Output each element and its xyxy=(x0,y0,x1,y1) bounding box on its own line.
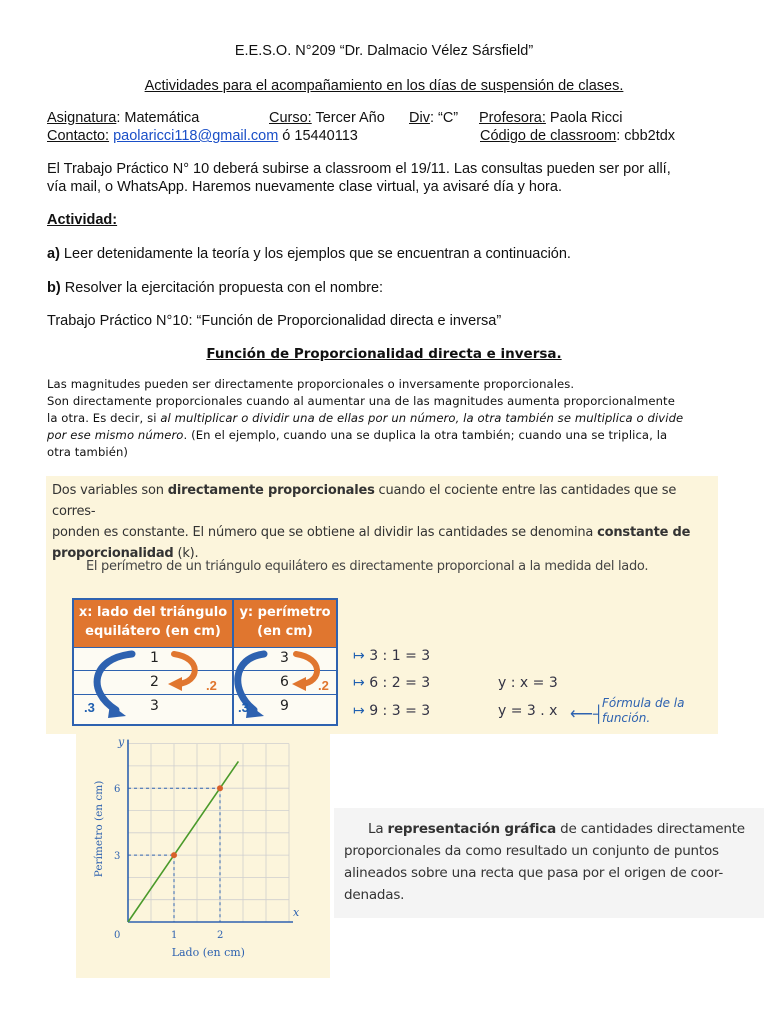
theory-p1: Las magnitudes pueden ser directamente proporcionales o inversamente proporcionales. xyxy=(47,377,575,391)
origin-label: 0 xyxy=(114,930,121,941)
graph-explanation xyxy=(334,808,764,918)
definition xyxy=(52,480,712,564)
col-x-header xyxy=(74,600,232,647)
ratio-text: 3 : 1 = 3 xyxy=(369,648,431,664)
x-value: 2 xyxy=(150,674,159,690)
graph-text-line-2: proporcionales da como resultado un conjunto de puntos xyxy=(344,843,719,859)
maps-to-icon: ↦ xyxy=(353,648,365,664)
graph-panel xyxy=(76,734,330,978)
def-text-1: Dos variables son xyxy=(52,483,168,498)
y-value: 3 xyxy=(280,650,289,666)
school-name: E.E.S.O. N°209 “Dr. Dalmacio Vélez Sársfield” xyxy=(234,43,534,59)
theory-p2d: otra también) xyxy=(47,445,129,459)
subject-label: Asignatura xyxy=(47,110,117,126)
y-value: 6 xyxy=(280,674,289,690)
activity-a xyxy=(47,246,571,262)
div-value: : “C” xyxy=(429,110,459,126)
activities-title: Actividades para el acompañamiento en los días de suspensión de clases. xyxy=(144,78,624,94)
activity-b-text: Resolver la ejercitación propuesta con el nombre: xyxy=(60,280,384,296)
data-point xyxy=(171,852,177,858)
contact-label: Contacto: xyxy=(47,128,110,144)
course-value: Tercer Año xyxy=(311,110,385,126)
data-point xyxy=(217,785,223,791)
graph-text-line-3: alineados sobre una recta que pasa por el origen de coor- xyxy=(344,865,724,881)
division xyxy=(409,110,458,126)
col-y-header xyxy=(234,600,336,647)
intro-line-2: vía mail, o WhatsApp. Haremos nuevamente clase virtual, ya avisaré día y hora. xyxy=(47,179,562,195)
y-tick-label: 6 xyxy=(114,784,121,796)
theory-p2b-italic: al multiplicar o dividir una de ellas por un número, la otra también se multiplica o divide xyxy=(160,411,684,425)
blue-arrow-x xyxy=(97,654,132,710)
col-x-line1: x: lado del triángulo xyxy=(78,605,228,620)
def-bold-2: constante de xyxy=(597,525,691,540)
mult-x-2: .2 xyxy=(206,678,217,693)
y-axis-name: y xyxy=(118,735,125,749)
graph-explanation-text xyxy=(344,818,756,906)
classroom-code xyxy=(480,128,675,144)
classroom-value: : cbb2tdx xyxy=(616,128,676,144)
x-tick-label: 1 xyxy=(171,930,178,941)
activity-b xyxy=(47,280,383,296)
teacher-value: Paola Ricci xyxy=(545,110,623,126)
def-line-1 xyxy=(52,480,712,522)
col-y-line1: y: perímetro xyxy=(239,605,331,620)
formula-function: y = 3 . x xyxy=(498,703,558,719)
ratio-text: 9 : 3 = 3 xyxy=(369,703,431,719)
x-value: 1 xyxy=(150,650,159,666)
theory-text xyxy=(47,376,747,461)
textbook-box xyxy=(46,476,718,734)
theory-p2c-italic: por ese mismo número xyxy=(47,428,184,442)
col-y-line2: (en cm) xyxy=(257,624,313,639)
multiplier-arrows xyxy=(74,646,336,724)
theory-p2c-normal: . (En el ejemplo, cuando una se duplica la otra también; cuando una se triplica, la xyxy=(183,428,668,442)
subject-value: : Matemática xyxy=(116,110,200,126)
maps-to-icon: ↦ xyxy=(353,703,365,719)
orange-arrowhead-y xyxy=(292,677,306,691)
subject xyxy=(47,110,199,126)
example-statement: El perímetro de un triángulo equilátero es directamente proporcional a la medida del lado. xyxy=(86,559,649,574)
def-bold-1: directamente proporcionales xyxy=(167,483,375,498)
course xyxy=(269,110,385,126)
def-line-2 xyxy=(52,522,712,543)
email-link[interactable]: paolaricci118@gmail.com xyxy=(113,128,279,144)
x-axis-name: x xyxy=(293,906,300,919)
def-text-3: ponden es constante. El número que se obtiene al dividir las cantidades se denomina xyxy=(52,525,598,540)
activity-heading: Actividad: xyxy=(47,212,118,228)
teacher xyxy=(479,110,622,126)
theory-p2b-normal: la otra. Es decir, si xyxy=(47,411,161,425)
formula-note-2: función. xyxy=(602,711,651,725)
graph-text-line-1 xyxy=(344,818,756,840)
activity-a-label: a) xyxy=(47,246,60,262)
ratio-text: 6 : 2 = 3 xyxy=(369,675,431,691)
y-tick-label: 3 xyxy=(114,851,121,863)
def-bold-3: proporcionalidad xyxy=(52,546,174,561)
tp-name: Trabajo Práctico N°10: “Función de Proporcionalidad directa e inversa” xyxy=(47,313,502,329)
classroom-label: Código de classroom xyxy=(480,128,617,144)
orange-arrow-y xyxy=(296,654,317,684)
mult-x-3: .3 xyxy=(84,700,95,715)
graph-text-1: La xyxy=(368,821,388,837)
graph-text-2: de cantidades directamente xyxy=(556,821,745,837)
teacher-label: Profesora: xyxy=(479,110,546,126)
def-text-4: (k). xyxy=(173,546,199,561)
mult-y-3: .3 xyxy=(238,700,249,715)
theory-p2c xyxy=(47,427,747,444)
x-axis-label: Lado (en cm) xyxy=(171,946,245,959)
activity-a-text: Leer detenidamente la teoría y los ejemplos que se encuentran a continuación. xyxy=(59,246,571,262)
graph-text-bold: representación gráfica xyxy=(387,821,557,837)
blue-arrowhead-x xyxy=(108,704,126,718)
contact xyxy=(47,128,358,144)
ratio-row xyxy=(353,675,430,691)
formula-note-1: Fórmula de la xyxy=(602,696,685,710)
ratio-row xyxy=(353,648,430,664)
intro-line-1: El Trabajo Práctico N° 10 deberá subirse a classroom el 19/11. Las consultas pueden ser por allí, xyxy=(47,161,671,177)
proportion-chart xyxy=(76,734,330,978)
y-axis-label: Perímetro (en cm) xyxy=(93,780,105,878)
formula-ratio: y : x = 3 xyxy=(498,675,558,691)
course-label: Curso: xyxy=(269,110,312,126)
left-arrow-icon: ⟵┤ xyxy=(570,706,605,723)
theory-p2a: Son directamente proporcionales cuando al aumentar una de las magnitudes aumenta proporcionalmente xyxy=(47,394,675,408)
proportion-table xyxy=(72,598,338,726)
theory-p2b xyxy=(47,410,747,427)
phone: ó 15440113 xyxy=(278,128,358,144)
ratio-row xyxy=(353,703,430,719)
col-x-line2: equilátero (en cm) xyxy=(85,624,221,639)
orange-arrowhead-x xyxy=(168,677,182,691)
formula-note xyxy=(602,696,684,726)
div-label: Div xyxy=(409,110,430,126)
maps-to-icon: ↦ xyxy=(353,675,365,691)
series-line xyxy=(128,761,238,922)
def-text-2: cuando el cociente entre las cantidades que se corres- xyxy=(52,483,677,519)
mult-y-2: .2 xyxy=(318,678,329,693)
activity-b-label: b) xyxy=(47,280,61,296)
x-value: 3 xyxy=(150,698,159,714)
x-tick-label: 2 xyxy=(217,930,224,941)
theory-title: Función de Proporcionalidad directa e inversa. xyxy=(206,346,562,362)
y-value: 9 xyxy=(280,698,289,714)
graph-text-line-4: denadas. xyxy=(344,887,405,903)
